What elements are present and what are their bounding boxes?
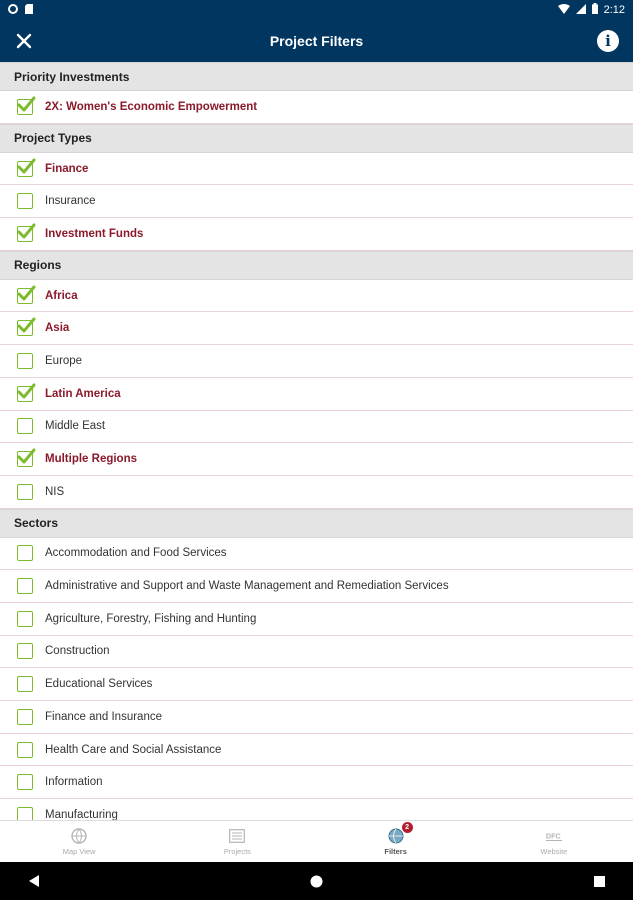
checkbox-unchecked[interactable] <box>17 611 33 627</box>
checkbox-checked[interactable] <box>17 320 33 336</box>
nav-item-label: Filters <box>384 846 407 856</box>
checkbox-unchecked[interactable] <box>17 676 33 692</box>
filter-option[interactable] <box>0 734 633 767</box>
filter-option-label: Finance <box>45 162 89 175</box>
home-button[interactable] <box>305 869 329 893</box>
status-time: 2:12 <box>603 4 625 16</box>
filter-option[interactable] <box>0 570 633 603</box>
nav-item-label: Map View <box>62 846 96 856</box>
filter-option[interactable] <box>0 799 633 820</box>
recents-button[interactable] <box>587 869 611 893</box>
filter-option-label: Insurance <box>45 195 96 208</box>
filter-option-label: Information <box>45 776 103 789</box>
filter-option[interactable] <box>0 312 633 345</box>
filter-option-label: Health Care and Social Assistance <box>45 743 222 756</box>
checkbox-unchecked[interactable] <box>17 774 33 790</box>
filter-option-label: Manufacturing <box>45 808 118 820</box>
status-bar <box>0 0 633 20</box>
app-bar <box>0 20 633 62</box>
system-nav-bar <box>0 862 633 900</box>
filter-option[interactable] <box>0 603 633 636</box>
nav-item-filters[interactable] <box>317 821 475 862</box>
filter-option[interactable] <box>0 218 633 251</box>
svg-text:DFC: DFC <box>545 831 561 841</box>
checkbox-checked[interactable] <box>17 386 33 402</box>
filter-option[interactable] <box>0 91 633 124</box>
close-icon <box>16 33 32 49</box>
filter-option[interactable] <box>0 538 633 571</box>
nav-item-projects[interactable] <box>158 821 316 862</box>
checkbox-unchecked[interactable] <box>17 484 33 500</box>
checkbox-unchecked[interactable] <box>17 353 33 369</box>
settings-notification-icon <box>8 4 18 17</box>
section-header: Sectors <box>0 509 633 538</box>
checkbox-checked[interactable] <box>17 226 33 242</box>
list-icon <box>228 828 246 844</box>
section-header: Priority Investments <box>0 62 633 91</box>
filter-option-label: Accommodation and Food Services <box>45 547 227 560</box>
checkbox-unchecked[interactable] <box>17 578 33 594</box>
filter-option-label: Agriculture, Forestry, Fishing and Hunting <box>45 612 257 625</box>
sd-card-icon <box>25 4 33 17</box>
filter-count-badge: 2 <box>402 822 413 833</box>
section-header: Project Types <box>0 124 633 153</box>
checkbox-unchecked[interactable] <box>17 709 33 725</box>
filter-option[interactable] <box>0 636 633 669</box>
back-button[interactable] <box>22 869 46 893</box>
checkbox-checked[interactable] <box>17 451 33 467</box>
status-left <box>8 4 33 17</box>
filter-option[interactable] <box>0 668 633 701</box>
nav-item-map-view[interactable] <box>0 821 158 862</box>
checkbox-checked[interactable] <box>17 99 33 115</box>
status-right <box>558 3 625 17</box>
back-icon <box>28 875 40 887</box>
info-button[interactable] <box>597 30 619 52</box>
checkbox-unchecked[interactable] <box>17 545 33 561</box>
filter-option[interactable] <box>0 153 633 186</box>
bottom-nav <box>0 820 633 862</box>
checkbox-checked[interactable] <box>17 288 33 304</box>
filter-option-label: Africa <box>45 289 78 302</box>
filter-option[interactable] <box>0 701 633 734</box>
filter-option-label: Administrative and Support and Waste Management and Remediation Services <box>45 580 449 593</box>
recents-icon <box>594 876 605 887</box>
filter-option[interactable] <box>0 443 633 476</box>
checkbox-unchecked[interactable] <box>17 418 33 434</box>
filter-option-label: Multiple Regions <box>45 453 137 466</box>
filter-option-label: Middle East <box>45 420 106 433</box>
filter-option[interactable] <box>0 280 633 313</box>
checkbox-unchecked[interactable] <box>17 807 33 820</box>
cell-signal-icon <box>576 4 586 17</box>
filter-option-label: Investment Funds <box>45 227 144 240</box>
filter-globe-icon <box>387 823 410 844</box>
filter-list[interactable] <box>0 62 633 820</box>
filter-option[interactable] <box>0 766 633 799</box>
info-icon: i <box>605 32 611 50</box>
filter-option-label: NIS <box>45 485 65 498</box>
nav-item-label: Projects <box>223 846 251 856</box>
checkbox-unchecked[interactable] <box>17 742 33 758</box>
checkbox-unchecked[interactable] <box>17 193 33 209</box>
filter-option-label: Finance and Insurance <box>45 710 162 723</box>
dfc-logo-icon <box>545 828 563 844</box>
filter-option-label: Europe <box>45 354 83 367</box>
globe-icon <box>70 828 88 844</box>
filter-option[interactable] <box>0 345 633 378</box>
filter-option[interactable] <box>0 185 633 218</box>
filter-option-label: Latin America <box>45 387 121 400</box>
home-icon <box>310 875 323 888</box>
filter-option-label: Asia <box>45 322 70 335</box>
filter-option[interactable] <box>0 378 633 411</box>
checkbox-checked[interactable] <box>17 161 33 177</box>
filter-option-label: Educational Services <box>45 678 153 691</box>
section-header: Regions <box>0 251 633 280</box>
checkbox-unchecked[interactable] <box>17 643 33 659</box>
battery-icon <box>592 3 598 17</box>
filter-option[interactable] <box>0 411 633 444</box>
close-button[interactable] <box>0 20 48 62</box>
page-title: Project Filters <box>269 33 364 49</box>
nav-item-website[interactable] <box>475 821 633 862</box>
filter-option[interactable] <box>0 476 633 509</box>
filter-option-label: Construction <box>45 645 110 658</box>
filter-option-label: 2X: Women's Economic Empowerment <box>45 100 258 113</box>
wifi-icon <box>558 4 570 17</box>
nav-item-label: Website <box>540 846 568 856</box>
